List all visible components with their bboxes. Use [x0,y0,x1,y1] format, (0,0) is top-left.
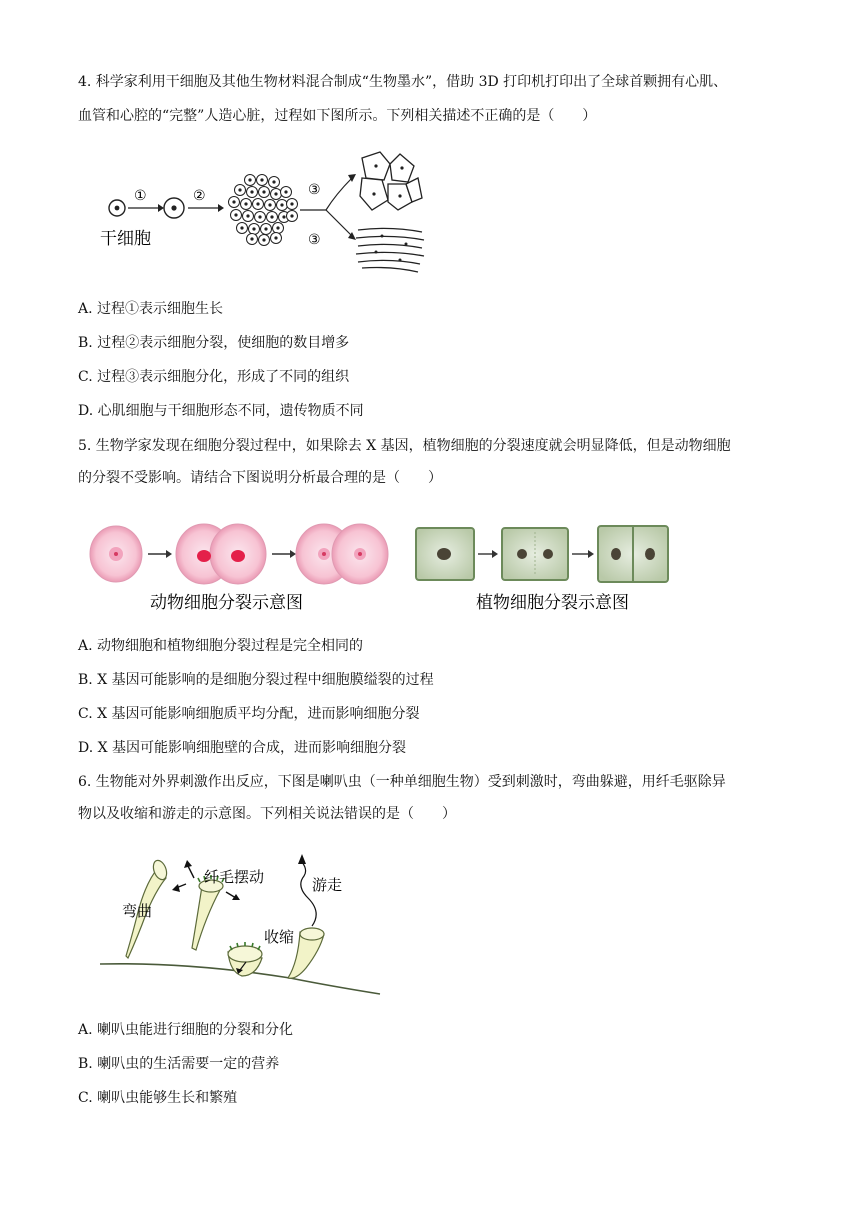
q5-option-b: B. X 基因可能影响的是细胞分裂过程中细胞膜缢裂的过程 [78,672,434,688]
arrow-step3-up [326,178,352,210]
q4-option-c: C. 过程③表示细胞分化，形成了不同的组织 [78,369,350,385]
q5-option-a: A. 动物细胞和植物细胞分裂过程是完全相同的 [78,638,364,654]
animal-division-caption: 动物细胞分裂示意图 [150,593,303,613]
q6-stem-line2: 物以及收缩和游走的示意图。下列相关说法错误的是（ ） [78,806,456,822]
plant-cell-stage1 [416,528,474,580]
q6-stem-line1: 6. 生物能对外界刺激作出反应，下图是喇叭虫（一种单细胞生物）受到刺激时，弯曲躲避，用纤毛驱除异 [78,774,726,790]
stem-cell-small-icon [109,200,125,216]
cilia-arrow-up [188,866,194,878]
step2-label: ② [193,188,206,204]
arrow-step3-down [326,210,352,236]
grown-cell-icon [164,198,184,218]
muscle-fiber-icon [356,228,424,272]
contract-label: 收缩 [264,928,295,946]
q5-cell-division-figure [88,518,688,618]
animal-cell-stage2 [176,524,266,584]
q4-stem-cell-figure [100,148,420,276]
q4-stem-line1: 4. 科学家利用干细胞及其他生物材料混合制成“生物墨水”，借助 3D 打印机打印出了全球首颗拥有心肌、 [78,74,728,90]
q4-option-b: B. 过程②表示细胞分裂，使细胞的数目增多 [78,335,350,351]
q4-option-d: D. 心肌细胞与干细胞形态不同，遗传物质不同 [78,403,364,419]
stem-cell-label: 干细胞 [100,229,151,249]
q6-option-a: A. 喇叭虫能进行细胞的分裂和分化 [78,1022,294,1038]
plant-cell-stage2 [502,528,568,580]
animal-cell-stage3 [296,524,388,584]
swim-label: 游走 [312,876,343,894]
heart-muscle-cells-icon [360,152,422,210]
q5-option-c: C. X 基因可能影响细胞质平均分配，进而影响细胞分裂 [78,706,420,722]
cilia-label: 纤毛摆动 [204,868,265,886]
step3b-label: ③ [308,232,321,248]
q5-stem-line1: 5. 生物学家发现在细胞分裂过程中，如果除去 X 基因，植物细胞的分裂速度就会明显降低，但是动物细胞 [78,438,731,454]
bend-label: 弯曲 [122,902,153,920]
step3a-label: ③ [308,182,321,198]
q4-option-a: A. 过程①表示细胞生长 [78,301,224,317]
q5-option-d: D. X 基因可能影响细胞壁的合成，进而影响细胞分裂 [78,740,407,756]
plant-division-caption: 植物细胞分裂示意图 [476,593,629,613]
plant-cell-stage3 [598,526,668,582]
q5-stem-line2: 的分裂不受影响。请结合下图说明分析最合理的是（ ） [78,470,442,486]
q4-stem-line2: 血管和心腔的“完整”人造心脏，过程如下图所示。下列相关描述不正确的是（ ） [78,108,597,124]
cell-cluster-icon [229,175,298,246]
q6-option-b: B. 喇叭虫的生活需要一定的营养 [78,1056,280,1072]
q6-option-c: C. 喇叭虫能够生长和繁殖 [78,1090,238,1106]
cilia-stentor-icon [192,875,224,950]
swim-path-arrow [301,862,316,926]
animal-cell-stage1 [90,526,142,582]
step1-label: ① [134,188,147,204]
q6-stentor-figure [90,852,390,1000]
